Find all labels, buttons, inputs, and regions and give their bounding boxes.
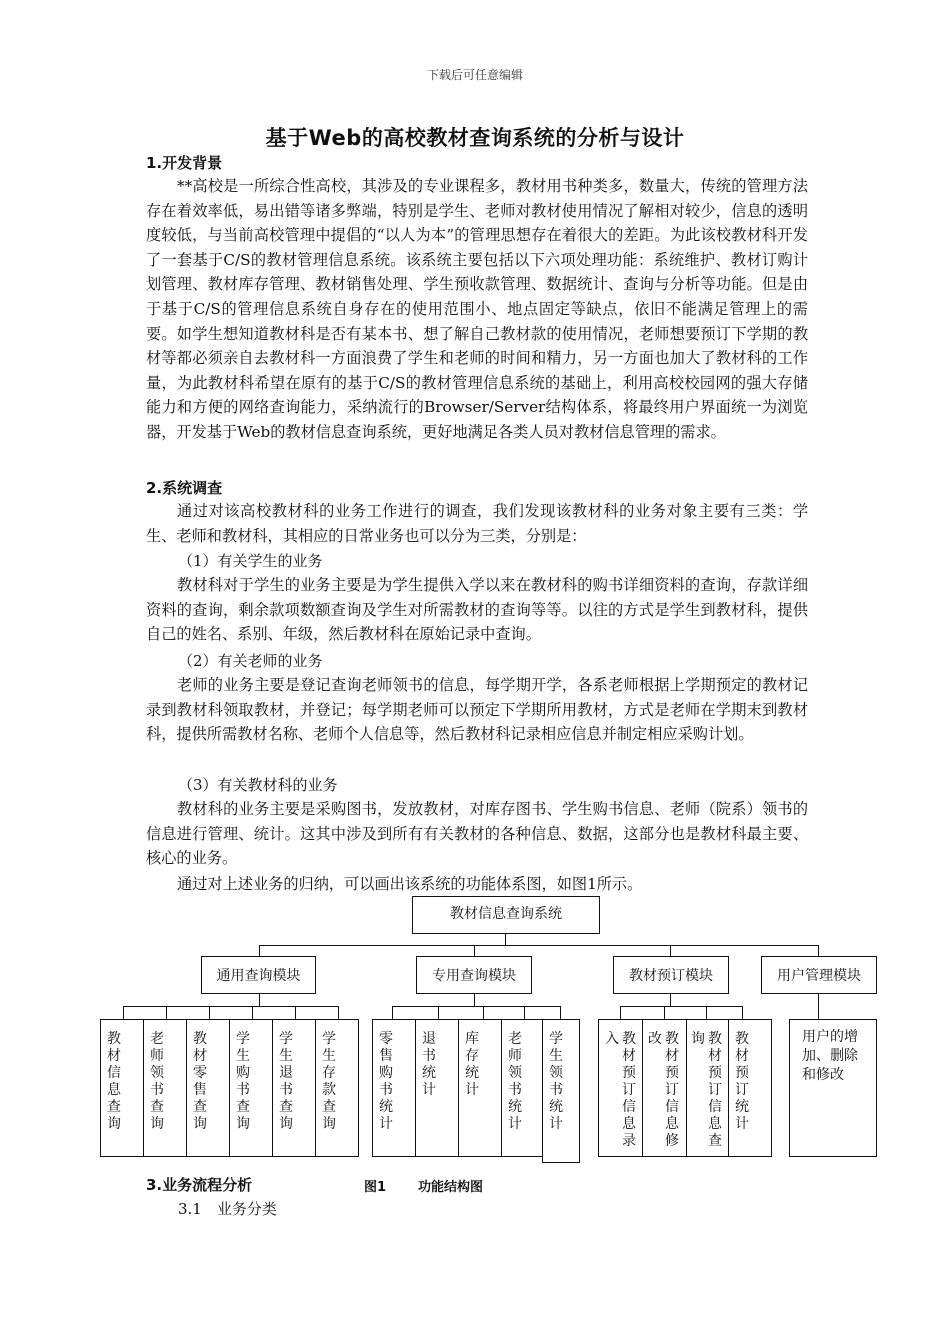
section-3-heading: 3.业务流程分析 [146,1176,253,1194]
leaf-textbook-retail-query: 教材零售查询 [193,1031,207,1132]
leaf-student-collect-stats: 学生领书统计 [549,1031,563,1132]
subsection-2-heading: （2）有关老师的业务 [178,652,323,670]
connector [706,1006,707,1020]
connector [338,1006,339,1020]
leaf-booking-query: 教材预订信息查 [708,1031,722,1149]
leaf-retail-purchase-stats: 零售购书统计 [379,1031,393,1132]
leaf-inventory-stats: 库存统计 [465,1031,479,1098]
divider [728,1019,729,1157]
connector [818,994,819,1020]
leaf-teacher-collect-stats: 老师领书统计 [508,1031,522,1132]
module-booking: 教材预订模块 [613,956,729,994]
subsection-3-1: 3.1 业务分类 [178,1200,277,1218]
divider [186,1019,187,1157]
connector [259,945,819,946]
connector [560,1006,561,1020]
connector [524,1006,525,1020]
connector [259,994,260,1006]
leaf-booking-entry: 教材预订信息录 [622,1031,636,1149]
module-special-query: 专用查询模块 [416,956,532,994]
divider [143,1019,144,1157]
connector [123,1006,124,1020]
connector [252,1006,253,1020]
section-2-heading: 2.系统调查 [146,479,223,497]
leaf-return-stats: 退书统计 [422,1031,436,1098]
connector [620,1006,621,1020]
divider [686,1019,687,1157]
connector [670,994,671,1006]
connector [474,994,475,1006]
leaf-student-deposit-query: 学生存款查询 [322,1031,336,1132]
connector [742,1006,743,1020]
module-user-management: 用户管理模块 [761,956,877,994]
leaf-booking-modify-prefix: 改 [648,1031,662,1047]
header-note: 下载后可任意编辑 [426,68,523,82]
connector [438,1006,439,1020]
divider [501,1019,502,1157]
leaf-teacher-collect-query: 老师领书查询 [150,1031,164,1132]
leaf-user-management: 用户的增加、删除和修改 [789,1019,877,1157]
leaf-booking-entry-prefix: 入 [605,1031,619,1047]
document-title: 基于Web的高校教材查询系统的分析与设计 [265,126,685,150]
connector [620,1006,743,1007]
section-2-paragraph: 通过对该高校教材科的业务工作进行的调查，我们发现该教材科的业务对象主要有三类：学生、老师和教材科，其相应的日常业务也可以分为三类，分别是： [146,502,808,545]
connector [392,1006,393,1020]
leaf-textbook-info-query: 教材信息查询 [107,1031,121,1132]
leaf-booking-query-prefix: 询 [691,1031,705,1047]
connector [664,1006,665,1020]
connector [483,1006,484,1020]
divider [458,1019,459,1157]
figure-caption-text: 功能结构图 [418,1180,484,1195]
leaf-booking-modify: 教材预订信息修 [665,1031,679,1149]
divider [315,1019,316,1157]
divider [415,1019,416,1157]
connector [392,1006,560,1007]
leaf-student-purchase-query: 学生购书查询 [236,1031,250,1132]
connector [123,1006,338,1007]
connector [209,1006,210,1020]
divider [229,1019,230,1157]
subsection-3-paragraph: 教材科的业务主要是采购图书，发放教材，对库存图书、学生购书信息、老师（院系）领书的信息进行管理、统计。这其中涉及到所有有关教材的各种信息、数据，这部分也是教材科最主要、核心的业务。 [146,800,808,868]
subsection-2-paragraph: 老师的业务主要是登记查询老师领书的信息，每学期开学，各系老师根据上学期预定的教材记录到教材科领取教材，并登记；每学期老师可以预定下学期所用教材，方式是老师在学期末到教材科，提供所需教材名称、老师个人信息等，然后教材科记录相应信息并制定相应采购计划。 [146,676,808,744]
subsection-1-heading: （1）有关学生的业务 [178,552,323,570]
leaf-student-return-query: 学生退书查询 [279,1031,293,1132]
section-1-heading: 1.开发背景 [146,154,223,172]
divider [642,1019,643,1157]
divider [272,1019,273,1157]
subsection-1-paragraph: 教材科对于学生的业务主要是为学生提供入学以来在教材科的购书详细资料的查询，存款详细资料的查询，剩余款项数额查询及学生对所需教材的查询等等。以往的方式是学生到教材科，提供自己的姓名、系别、年级，然后教材科在原始记录中查询。 [146,576,808,644]
section-1-paragraph: **高校是一所综合性高校，其涉及的专业课程多，教材用书种类多，数量大，传统的管理方法存在着效率低，易出错等诸多弊端，特别是学生、老师对教材使用情况了解相对较少，信息的透明度较低，与当前高校管理中提倡的“以人为本”的管理思想存在着很大的差距。为此该校教材科开发了一套基于C/S的教材管理信息系统。该系统主要包括以下六项处理功能：系统维护、教材订购计划管理、教材库存管理、教材销售处理、学生预收款管理、数据统计、查询与分析等功能。但是由于基于C/S的管理信息系统自身存在的使用范围小、地点固定等缺点，依旧不能满足管理上的需要。如学生想知道教材科是否有某本书、想了解自己教材款的使用情况，老师想要预订下学期的教材等都必须亲自去教材科一方面浪费了学生和老师的时间和精力，另一方面也加大了教材科的工作量，为此教材科希望在原有的基于C/S的教材管理信息系统的基础上，利用高校校园网的强大存储能力和方便的网络查询能力，采纳流行的Browser/Server结构体系，将最终用户界面统一为浏览器，开发基于Web的教材信息查询系统，更好地满足各类人员对教材信息管理的需求。 [146,177,808,441]
leaf-booking-stats: 教材预订统计 [735,1031,749,1132]
subsection-3-heading: （3）有关教材科的业务 [178,776,338,794]
summary-paragraph: 通过对上述业务的归纳，可以画出该系统的功能体系图，如图1所示。 [177,875,643,893]
root-node: 教材信息查询系统 [412,896,600,934]
figure-caption-number: 图1 [364,1180,387,1195]
module-general-query: 通用查询模块 [201,956,316,994]
connector [295,1006,296,1020]
connector [166,1006,167,1020]
